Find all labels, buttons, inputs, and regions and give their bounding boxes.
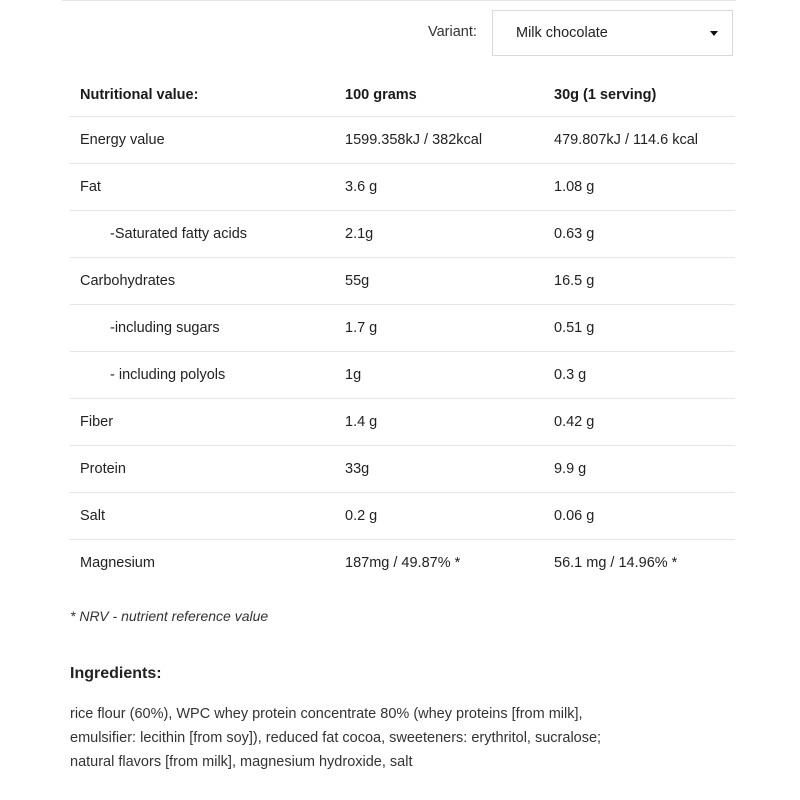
row-per100: 1599.358kJ / 382kcal <box>345 117 554 164</box>
variant-label: Variant: <box>428 24 477 40</box>
row-per100: 2.1g <box>345 211 554 258</box>
row-serving: 1.08 g <box>554 164 735 211</box>
row-name: Salt <box>70 493 345 540</box>
row-name: Protein <box>70 446 345 493</box>
row-per100: 3.6 g <box>345 164 554 211</box>
row-serving: 56.1 mg / 14.96% * <box>554 555 678 571</box>
row-serving: 0.3 g <box>554 352 735 399</box>
nutrition-table <box>70 74 735 586</box>
table-row <box>70 164 735 211</box>
variant-selected-value: Milk chocolate <box>516 25 608 41</box>
row-name: - including polyols <box>70 352 345 399</box>
variant-select[interactable] <box>492 10 733 56</box>
top-divider <box>62 0 736 1</box>
table-row <box>70 305 735 352</box>
row-name: Carbohydrates <box>70 258 345 305</box>
row-serving: 0.42 g <box>554 399 735 446</box>
row-per100: 55g <box>345 258 554 305</box>
table-row <box>70 211 735 258</box>
row-per100: 33g <box>345 446 554 493</box>
table-row <box>70 399 735 446</box>
chevron-down-icon <box>710 31 718 36</box>
row-serving: 479.807kJ / 114.6 kcal <box>554 117 735 164</box>
row-name: Energy value <box>70 117 345 164</box>
row-serving: 16.5 g <box>554 258 735 305</box>
table-header-row <box>70 74 735 117</box>
ingredients-title: Ingredients: <box>70 665 162 682</box>
row-serving: 0.51 g <box>554 305 735 352</box>
row-per100: 187mg / 49.87% * <box>345 555 461 571</box>
row-serving: 0.06 g <box>554 493 735 540</box>
ingredients-line: rice flour (60%), WPC whey protein concentrate 80% (whey proteins [from milk], <box>70 706 583 722</box>
row-name: -Saturated fatty acids <box>70 211 345 258</box>
header-serving: 30g (1 serving) <box>554 74 735 117</box>
row-per100: 0.2 g <box>345 493 554 540</box>
row-name: Magnesium <box>80 555 155 571</box>
row-name: Fiber <box>70 399 345 446</box>
variant-row <box>0 10 800 58</box>
ingredients-line: natural flavors [from milk], magnesium hydroxide, salt <box>70 754 413 770</box>
row-name: Fat <box>70 164 345 211</box>
nrv-footnote: * NRV - nutrient reference value <box>70 608 269 624</box>
header-100-grams: 100 grams <box>345 74 554 117</box>
header-nutritional-value: Nutritional value: <box>70 74 345 117</box>
ingredients-text <box>70 702 720 774</box>
row-per100: 1.4 g <box>345 399 554 446</box>
row-serving: 9.9 g <box>554 446 735 493</box>
table-row <box>70 446 735 493</box>
row-per100: 1.7 g <box>345 305 554 352</box>
table-row <box>70 493 735 540</box>
table-row <box>70 117 735 164</box>
table-row <box>70 540 735 587</box>
row-per100: 1g <box>345 352 554 399</box>
ingredients-line: emulsifier: lecithin [from soy]), reduced fat cocoa, sweeteners: erythritol, sucralose; <box>70 730 602 746</box>
table-row <box>70 258 735 305</box>
row-name: -including sugars <box>70 305 345 352</box>
table-row <box>70 352 735 399</box>
row-serving: 0.63 g <box>554 211 735 258</box>
